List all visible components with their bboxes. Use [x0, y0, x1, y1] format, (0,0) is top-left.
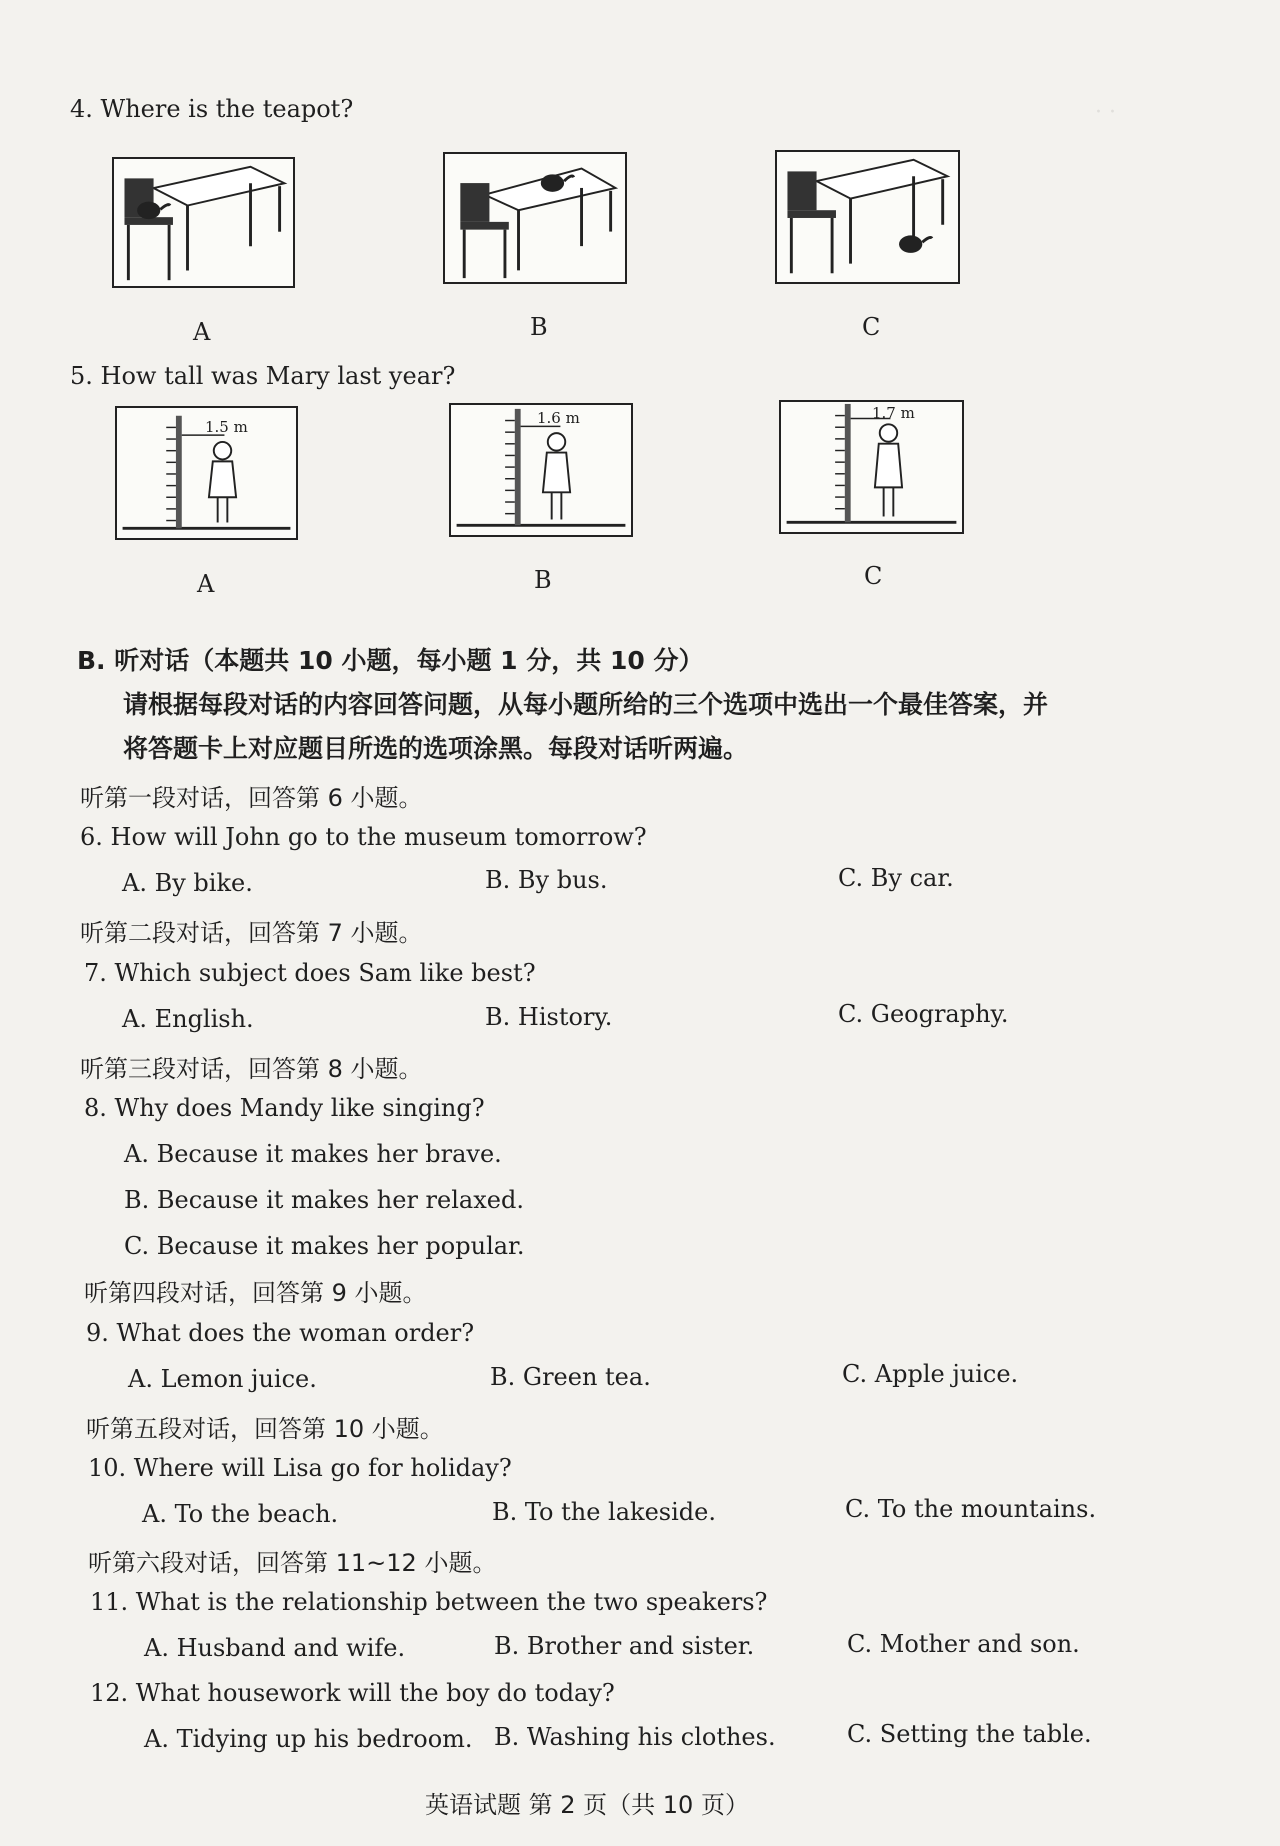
option-7a: A. English. [122, 1005, 254, 1033]
question-4: 4. Where is the teapot? [70, 95, 354, 123]
question-5: 5. How tall was Mary last year? [70, 362, 456, 390]
question-7: 7. Which subject does Sam like best? [84, 959, 536, 987]
section-b-instructions-line1: 请根据每段对话的内容回答问题，从每小题所给的三个选项中选出一个最佳答案，并 [123, 690, 1049, 719]
option-9c: C. Apple juice. [842, 1360, 1019, 1388]
option-11c: C. Mother and son. [847, 1630, 1080, 1658]
option-11a: A. Husband and wife. [144, 1634, 406, 1662]
option-11b: B. Brother and sister. [494, 1632, 755, 1660]
option-8a: A. Because it makes her brave. [124, 1140, 502, 1168]
dialog-4-intro: 听第四段对话，回答第 9 小题。 [84, 1279, 427, 1307]
option-12a: A. Tidying up his bedroom. [144, 1725, 473, 1753]
question-10: 10. Where will Lisa go for holiday? [88, 1454, 512, 1482]
page-footer: 英语试题 第 2 页（共 10 页） [425, 1791, 749, 1819]
dialog-3-intro: 听第三段对话，回答第 8 小题。 [80, 1055, 423, 1083]
question-12: 12. What housework will the boy do today? [90, 1679, 615, 1707]
dialog-1-intro: 听第一段对话，回答第 6 小题。 [80, 784, 423, 812]
question-11: 11. What is the relationship between the two speakers? [90, 1588, 768, 1616]
dialog-2-intro: 听第二段对话，回答第 7 小题。 [80, 919, 423, 947]
option-label-4a: A [193, 318, 211, 346]
option-6b: B. By bus. [485, 866, 608, 894]
exam-page: · · 4. Where is the teapot? A B C 5. How tall was Mary last year? 1.5 m A 1.6 m B 1.7 m C B. 听对话（本题共 10 小题，每小题 1 分，共 10 分） 请根据每段对话的内容回答问题，从每小题所给的三个选项中选出一个最佳答案，并 将答题卡上对应题目所选的选项涂黑。每段对话听两遍。 听第一段对话，回答第 6 小题。 6. How will John go to the museum tomorrow? A. By bike. B. By bus. C. By car. 听第二段对话，回答第 7 小题。 7. Which subject does Sam like best? A. English. B. History. C. Geography. 听第三段对话，回答第 8 小题。 8. Why does Mandy like singing? A. Because it makes her brave. B. Because it makes her relaxed. C. Because it makes her popular. 听第四段对话，回答第 9 小题。 9. What does the woman order? A. Lemon juice. B. Green tea. C. Apple juice. 听第五段对话，回答第 10 小题。 10. Where will Lisa go for holiday? A. To the beach. B. To the lakeside. C. To the mountains. 听第六段对话，回答第 11~12 小题。 11. What is the relationship between the two speakers? A. Husband and wife. B. Brother and sister. C. Mother and son. 12. What housework will the boy do today? A. Tidying up his bedroom. B. Washing his clothes. C. Setting the table. 英语试题 第 2 页（共 10 页） [70, 95, 1116, 1819]
option-7c: C. Geography. [838, 1000, 1009, 1028]
question-6: 6. How will John go to the museum tomorrow? [80, 823, 647, 851]
option-9a: A. Lemon juice. [128, 1365, 317, 1393]
height-label-a: 1.5 m [205, 418, 248, 436]
section-b-title: B. 听对话（本题共 10 小题，每小题 1 分，共 10 分） [77, 646, 704, 675]
option-label-5b: B [534, 566, 552, 594]
height-label-b: 1.6 m [537, 409, 580, 427]
option-12b: B. Washing his clothes. [494, 1723, 776, 1751]
teapot-picture-c [775, 150, 960, 284]
teapot-under-table-illustration [777, 152, 958, 282]
teapot-on-table-illustration [445, 154, 625, 282]
option-10a: A. To the beach. [142, 1500, 339, 1528]
option-7b: B. History. [485, 1003, 613, 1031]
question-9: 9. What does the woman order? [86, 1319, 475, 1347]
option-12c: C. Setting the table. [847, 1720, 1092, 1748]
dialog-5-intro: 听第五段对话，回答第 10 小题。 [86, 1415, 444, 1443]
section-b-instructions-line2: 将答题卡上对应题目所选的选项涂黑。每段对话听两遍。 [123, 734, 749, 763]
option-10c: C. To the mountains. [845, 1495, 1097, 1523]
height-label-c: 1.7 m [872, 404, 915, 422]
option-6c: C. By car. [838, 864, 954, 892]
option-label-5c: C [864, 562, 883, 590]
option-10b: B. To the lakeside. [492, 1498, 716, 1526]
option-6a: A. By bike. [122, 869, 253, 897]
dialog-6-intro: 听第六段对话，回答第 11~12 小题。 [88, 1549, 497, 1577]
teapot-picture-a [112, 157, 295, 288]
teapot-picture-b [443, 152, 627, 284]
option-8b: B. Because it makes her relaxed. [124, 1186, 524, 1214]
option-9b: B. Green tea. [490, 1363, 651, 1391]
teapot-on-chair-illustration [114, 159, 293, 286]
option-label-5a: A [197, 570, 215, 598]
option-label-4b: B [530, 313, 548, 341]
question-8: 8. Why does Mandy like singing? [84, 1094, 485, 1122]
option-8c: C. Because it makes her popular. [124, 1232, 525, 1260]
option-label-4c: C [862, 313, 881, 341]
